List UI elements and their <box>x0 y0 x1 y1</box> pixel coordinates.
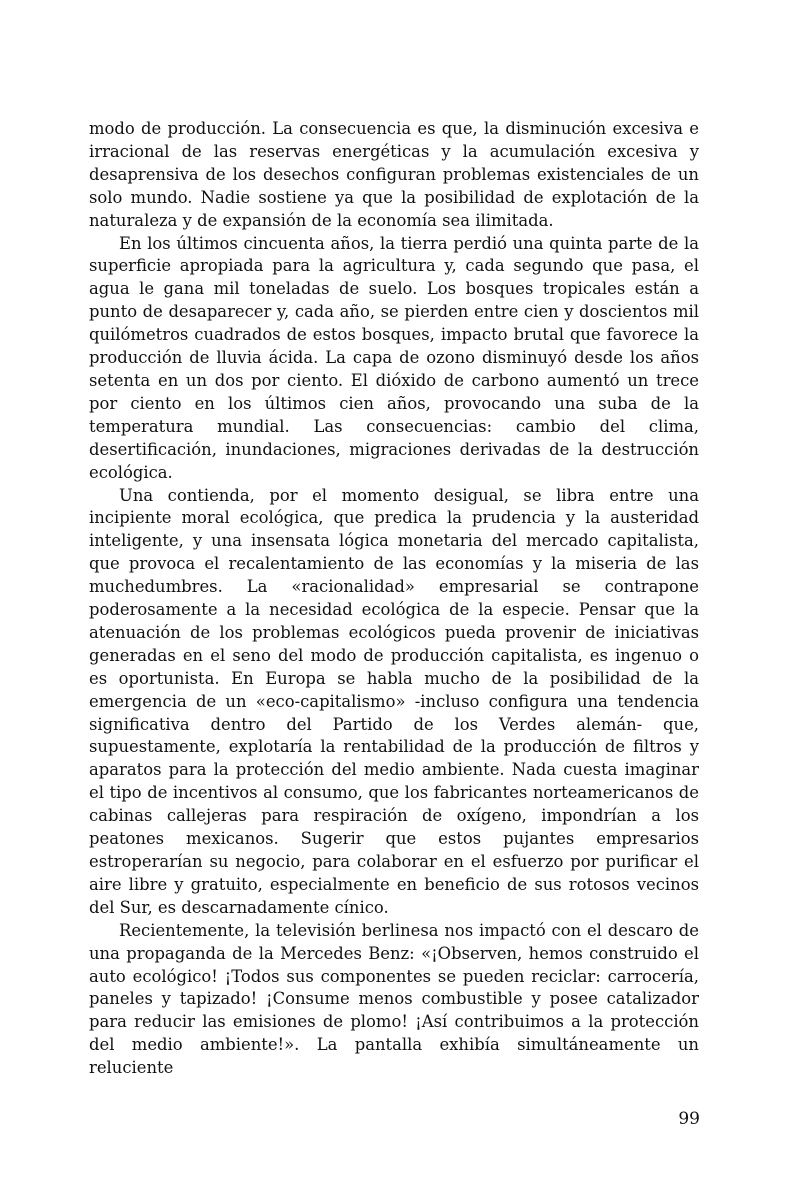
page-number: 99 <box>678 1109 700 1129</box>
body-text <box>89 118 699 1080</box>
paragraph-2: En los últimos cincuenta años, la tierra perdió una quinta parte de la superficie apropiada para la agricultura y, cada segundo que pasa, el agua le gana mil toneladas de suelo. Los bosques tropicales están a punto de desaparecer y, cada año, se pierden entre cien y doscientos mil quilómetros cuadrados de estos bosques, impacto brutal que favorece la producción de lluvia ácida. La capa de ozono disminuyó desde los años setenta en un dos por ciento. El dióxido de carbono aumentó un trece por ciento en los últimos cien años, provocando una suba de la temperatura mundial. Las consecuencias: cambio del clima, desertificación, inundaciones, migraciones derivadas de la destrucción ecológica. <box>89 233 699 482</box>
paragraph-3: Una contienda, por el momento desigual, se libra entre una incipiente moral ecológica, que predica la prudencia y la austeridad inteligente, y una insensata lógica monetaria del mercado capitalista, que provoca el recalentamiento de las economías y la miseria de las muchedumbres. La «racionalidad» empresarial se contrapone poderosamente a la necesidad ecológica de la especie. Pensar que la atenuación de los problemas ecológicos pueda provenir de iniciativas generadas en el seno del modo de producción capitalista, es ingenuo o es oportunista. En Europa se habla mucho de la posibilidad de la emergencia de un «eco-capitalismo» -incluso configura una tendencia significativa dentro del Partido de los Verdes alemán- que, supuestamente, explotaría la rentabilidad de la producción de filtros y aparatos para la protección del medio ambiente. Nada cuesta imaginar el tipo de incentivos al consumo, que los fabricantes norteamericanos de cabinas callejeras para respiración de oxígeno, impondrían a los peatones mexicanos. Sugerir que estos pujantes empresarios estroperarían su negocio, para colaborar en el esfuerzo por purificar el aire libre y gratuito, especialmente en beneficio de sus rotosos vecinos del Sur, es descarnadamente cínico. <box>89 485 699 917</box>
paragraph-4: Recientemente, la televisión berlinesa nos impactó con el descaro de una propaganda de la Mercedes Benz: «¡Observen, hemos construido el auto ecológico! ¡Todos sus componentes se pueden reciclar: carrocería, paneles y tapizado! ¡Consume menos combustible y posee catalizador para reducir las emisiones de plomo! ¡Así contribuimos a la protección del medio ambiente!». La pantalla exhibía simultáneamente un reluciente <box>89 920 699 1078</box>
paragraph-1: modo de producción. La consecuencia es que, la disminución excesiva e irracional de las reservas energéticas y la acumulación excesiva y desaprensiva de los desechos configuran problemas existenciales de un solo mundo. Nadie sostiene ya que la posibilidad de explotación de la naturaleza y de expansión de la economía sea ilimitada. <box>89 119 699 230</box>
